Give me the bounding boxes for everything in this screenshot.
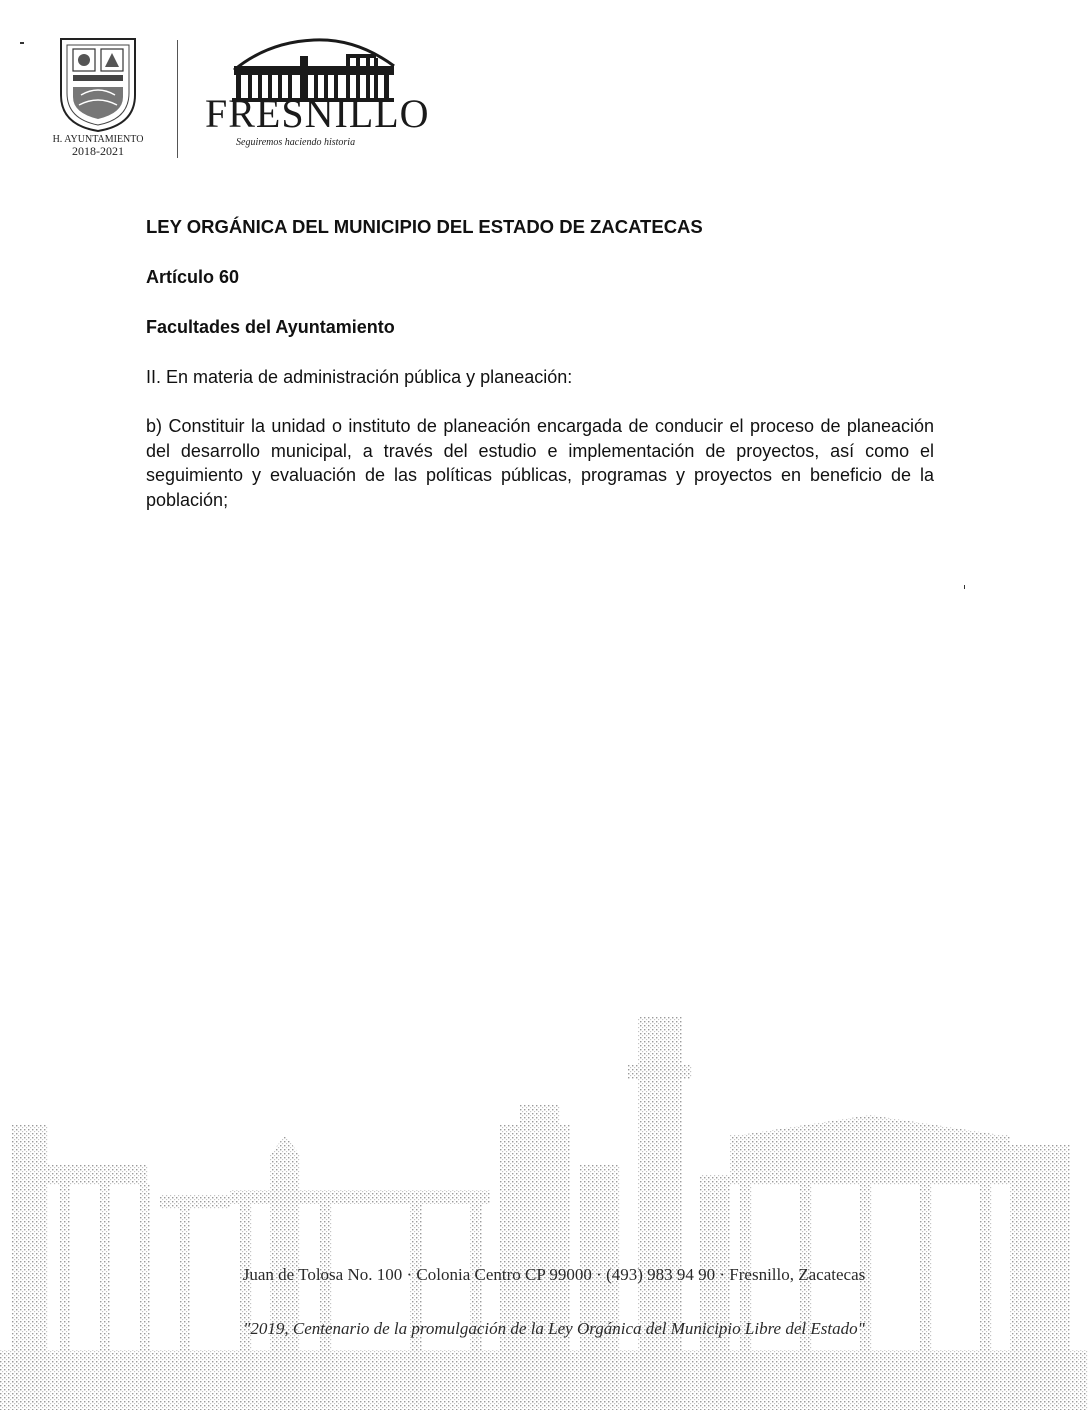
section-fraction: II. En materia de administración pública y planeación: xyxy=(146,367,573,387)
article-heading: Artículo 60 xyxy=(146,267,240,287)
seal-caption-title: H. AYUNTAMIENTO xyxy=(52,134,144,145)
scan-mark xyxy=(964,585,965,589)
document-body xyxy=(146,212,934,512)
footer-address: Juan de Tolosa No. 100 · Colonia Centro CP 99000 · (493) 983 94 90 · Fresnillo, Zacatecas xyxy=(242,1265,866,1284)
document-title: LEY ORGÁNICA DEL MUNICIPIO DEL ESTADO DE ZACATECAS xyxy=(146,216,703,237)
skyline-watermark xyxy=(0,1005,1088,1410)
city-name: FRESNILLO xyxy=(205,91,430,136)
seal-caption-years: 2018-2021 xyxy=(72,144,124,158)
section-subheading: Facultades del Ayuntamiento xyxy=(146,317,395,337)
footer-motto: "2019, Centenario de la promulgación de la Ley Orgánica del Municipio Libre del Estado" xyxy=(243,1319,865,1338)
city-slogan: Seguiremos haciendo historia xyxy=(236,137,356,148)
scan-mark xyxy=(20,42,24,44)
municipal-seal-icon xyxy=(55,33,141,133)
seal-caption xyxy=(40,134,156,158)
body-paragraph: b) Constituir la unidad o instituto de planeación encargada de conducir el proceso de planeación del desarrollo municipal, a través del estudio e implementación de proyectos, así como el seguimiento y evaluación de las políticas públicas, programas y proyectos en beneficio de la población; xyxy=(146,416,934,510)
header-divider xyxy=(177,40,178,158)
